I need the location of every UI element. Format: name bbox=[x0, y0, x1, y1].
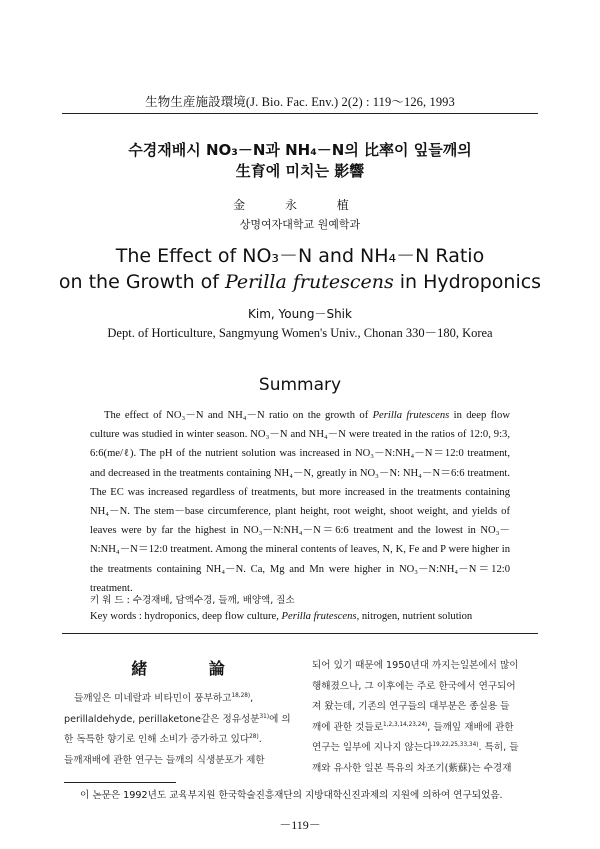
korean-title-line1: 수경재배시 NO₃－N과 NH₄－N의 比率이 잎들깨의 bbox=[128, 141, 472, 159]
keywords-text: Key words : hydroponics, deep flow culture, bbox=[90, 611, 282, 622]
english-affiliation: Dept. of Horticulture, Sangmyung Women's Univ., Chonan 330－180, Korea bbox=[107, 326, 493, 340]
korean-title bbox=[0, 140, 600, 182]
journal-citation bbox=[0, 92, 600, 110]
header-rule bbox=[62, 113, 538, 114]
journal-name: 生物生産施設環境(J. Bio. Fac. Env.) 2(2) bbox=[145, 95, 363, 109]
english-title bbox=[0, 243, 600, 295]
keywords-rule bbox=[62, 633, 538, 634]
body-text: 한 독특한 향기로 인해 소비가 증가하고 있다 bbox=[64, 734, 250, 745]
korean-affiliation: 상명여자대학교 원예학과 bbox=[239, 218, 361, 231]
body-text: , bbox=[250, 693, 254, 704]
right-column-line bbox=[312, 738, 540, 759]
left-column-line bbox=[64, 689, 292, 710]
species-name: Perilla frutescens bbox=[225, 271, 394, 293]
body-text: perillaldehyde, perillaketone같은 정유성분 bbox=[64, 713, 260, 725]
body-text: 에 의 bbox=[269, 713, 291, 725]
body-text: 들깨잎은 미네랄과 비타민이 풍부하고 bbox=[74, 693, 232, 704]
body-text: , 들깨잎 재배에 관한 bbox=[427, 721, 514, 733]
english-title-line1: The Effect of NO₃－N and NH₄－N Ratio bbox=[115, 245, 485, 267]
abstract-paragraph bbox=[90, 406, 510, 598]
left-column-line bbox=[64, 730, 292, 751]
body-text: 연구는 일부에 지나지 않는다 bbox=[312, 742, 433, 753]
abstract-text: in deep flow culture was studied in winter season. NO₃－N and NH₄－N were treated in the ratios of 12:0, 9:3, 6:6(me/ℓ). The pH of the nutrient solution was increased in NO₃－N:NH₄－N＝12:0 treatment, and decreased in the treatments containing NH₄－N, greatly in NO₃－N: NH₄－N＝6:6 treatment. The EC was increased regardless of treatments, but more increased in the treatments containing NH₄－N. The stem－base circumference, plant height, root weight, shoot weight, and yields of leaves were by far the highest in NO₃－N:NH₄－N＝6:6 treatment and the lowest in NO₃－N:NH₄－N＝12:0 treatment. Among the mineral contents of leaves, N, K, Fe and P were higher in the treatments containing NH₄－N. Ca, Mg and Mn were higher in NO₃－N:NH₄－N＝12:0 treatment. bbox=[90, 410, 511, 594]
english-title-line2 bbox=[0, 269, 600, 295]
right-column-line: 져 왔는데, 기존의 연구들의 대부분은 종실용 들 bbox=[312, 701, 510, 712]
keywords-korean: 키 워 드 : 수경재배, 담액수경, 들깨, 배양액, 질소 bbox=[90, 595, 295, 606]
korean-author: 金 永 植 bbox=[233, 198, 367, 212]
right-column bbox=[312, 656, 540, 779]
body-text: . bbox=[258, 734, 262, 745]
page-number: －119－ bbox=[279, 818, 321, 832]
right-column-line: 행해졌으나, 그 이후에는 주로 한국에서 연구되어 bbox=[312, 680, 516, 692]
reference-marker: 31) bbox=[259, 713, 270, 720]
reference-marker: 19,22,25,33,34) bbox=[432, 741, 479, 748]
journal-pages: : 119～126, 1993 bbox=[362, 95, 455, 109]
footnote-rule bbox=[64, 782, 176, 783]
reference-marker: 1,2,3,14,23,24) bbox=[382, 721, 428, 728]
left-column bbox=[64, 689, 292, 771]
reference-marker: 18,28) bbox=[231, 692, 251, 699]
english-title-part: in Hydroponics bbox=[393, 271, 542, 293]
abstract bbox=[90, 406, 510, 598]
left-column-line bbox=[64, 710, 292, 731]
left-column-line: 들깨재배에 관한 연구는 들깨의 식생분포가 제한 bbox=[64, 754, 265, 766]
footnote: 이 논문은 1992년도 교육부지원 한국학술진흥재단의 지방대학신진과제의 지원에 의하여 연구되었음. bbox=[80, 790, 503, 801]
keywords-text: , nitrogen, nutrient solution bbox=[356, 611, 473, 622]
right-column-line: 되어 있기 때문에 1950년대 까지는일본에서 많이 bbox=[312, 660, 519, 671]
english-title-part: on the Growth of bbox=[58, 271, 225, 293]
right-column-line: 깨와 유사한 일본 특유의 차조기(紫蘇)는 수경재 bbox=[312, 762, 512, 774]
english-author: Kim, Young－Shik bbox=[248, 307, 352, 321]
species-name: Perilla frutescens bbox=[372, 410, 450, 421]
right-column-line bbox=[312, 718, 540, 739]
summary-heading: Summary bbox=[258, 375, 342, 395]
reference-marker: 28) bbox=[249, 733, 259, 740]
abstract-text: The effect of NO₃－N and NH₄－N ratio on the growth of bbox=[104, 410, 373, 421]
section-heading-introduction: 緒 論 bbox=[131, 659, 253, 678]
korean-title-line2: 生育에 미치는 影響 bbox=[235, 162, 365, 180]
body-text: 깨에 관한 것들로 bbox=[312, 721, 383, 733]
keywords-english bbox=[90, 611, 520, 622]
species-name: Perilla frutescens bbox=[281, 611, 357, 622]
body-text: . 특히, 들 bbox=[478, 742, 519, 753]
